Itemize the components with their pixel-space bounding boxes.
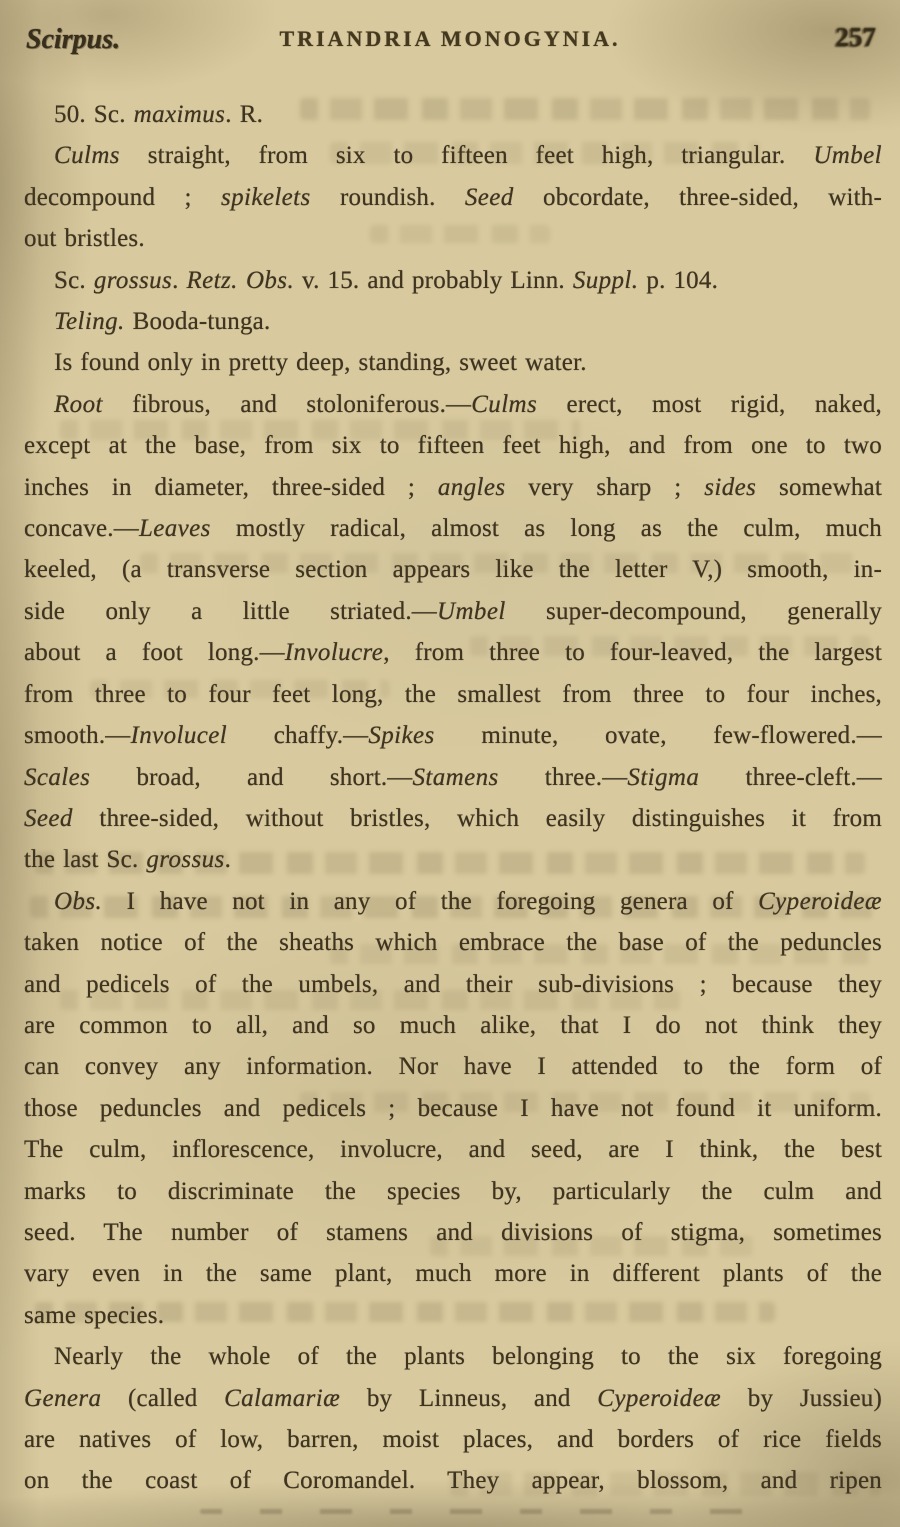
running-title-class-order: TRIANDRIA MONOGYNIA. [279,26,621,51]
text-line-vernacular-name: Teling. Booda-tunga. [54,308,271,336]
text-line-short-description: out bristles. [24,225,145,253]
page-body-text [24,94,882,1502]
text-line-observation: those peduncles and pedicels ; because I have not found it uniform. [24,1094,882,1122]
text-line-observation: Obs. I have not in any of the foregoing genera of Cyperoideæ [54,887,882,915]
text-line-observation: can convey any information. Nor have I attended to the form of [24,1053,882,1081]
text-line-synonymy: Sc. grossus. Retz. Obs. v. 15. and probably Linn. Suppl. p. 104. [54,266,719,294]
text-line-general-remarks: Nearly the whole of the plants belonging to the six foregoing [54,1343,882,1371]
text-line-habitat: Is found only in pretty deep, standing, sweet water. [54,349,587,377]
text-line-full-description: Root fibrous, and stoloniferous.—Culms erect, most rigid, naked, [54,390,882,418]
text-line-full-description: Scales broad, and short.—Stamens three.—Stigma three-cleft.— [24,763,882,791]
text-line-observation: are common to all, and so much alike, that I do not think they [24,1011,882,1039]
text-line-observation: seed. The number of stamens and divisions of stigma, sometimes [24,1218,882,1246]
showthrough-artifact [200,1509,760,1514]
text-line-general-remarks: on the coast of Coromandel. They appear, blossom, and ripen [24,1467,882,1495]
text-line-observation: The culm, inflorescence, involucre, and seed, are I think, the best [24,1136,882,1164]
text-line-species-heading: 50. Sc. maximus. R. [54,101,264,128]
text-line-full-description: side only a little striated.—Umbel super-decompound, generally [24,597,883,625]
text-line-full-description: keeled, (a transverse section appears like the letter V,) smooth, in- [24,556,882,584]
text-line-full-description: smooth.—Involucel chaffy.—Spikes minute, ovate, few-flowered.— [24,722,882,750]
text-line-full-description: about a foot long.—Involucre, from three to four-leaved, the largest [24,639,882,667]
text-line-full-description: inches in diameter, three-sided ; angles very sharp ; sides somewhat [24,473,882,501]
text-line-observation: marks to discriminate the species by, particularly the culm and [24,1177,882,1205]
text-line-short-description: decompound ; spikelets roundish. Seed obcordate, three-sided, with- [24,183,882,211]
page-header [0,18,900,62]
text-line-short-description: Culms straight, from six to fifteen feet high, triangular. Umbel [54,142,882,170]
text-line-full-description: except at the base, from six to fifteen feet high, and from one to two [24,432,882,460]
text-line-observation: same species. [24,1301,165,1329]
page-number: 257 [835,22,876,52]
text-line-full-description: Seed three-sided, without bristles, which easily distinguishes it from [24,804,882,832]
text-line-full-description: the last Sc. grossus. [24,846,232,874]
text-line-observation: taken notice of the sheaths which embrace the base of the peduncles [24,929,882,957]
text-line-full-description: concave.—Leaves mostly radical, almost as long as the culm, much [24,515,882,543]
text-line-full-description: from three to four feet long, the smallest from three to four inches, [24,680,882,708]
text-line-general-remarks: are natives of low, barren, moist places, and borders of rice fields [24,1426,882,1453]
text-line-observation: and pedicels of the umbels, and their sub-divisions ; because they [24,970,882,998]
running-title-genus: Scirpus. [26,24,121,55]
text-line-general-remarks: Genera (called Calamariæ by Linneus, and Cyperoideæ by Jussieu) [24,1384,882,1412]
text-line-observation: vary even in the same plant, much more in different plants of the [24,1260,882,1288]
